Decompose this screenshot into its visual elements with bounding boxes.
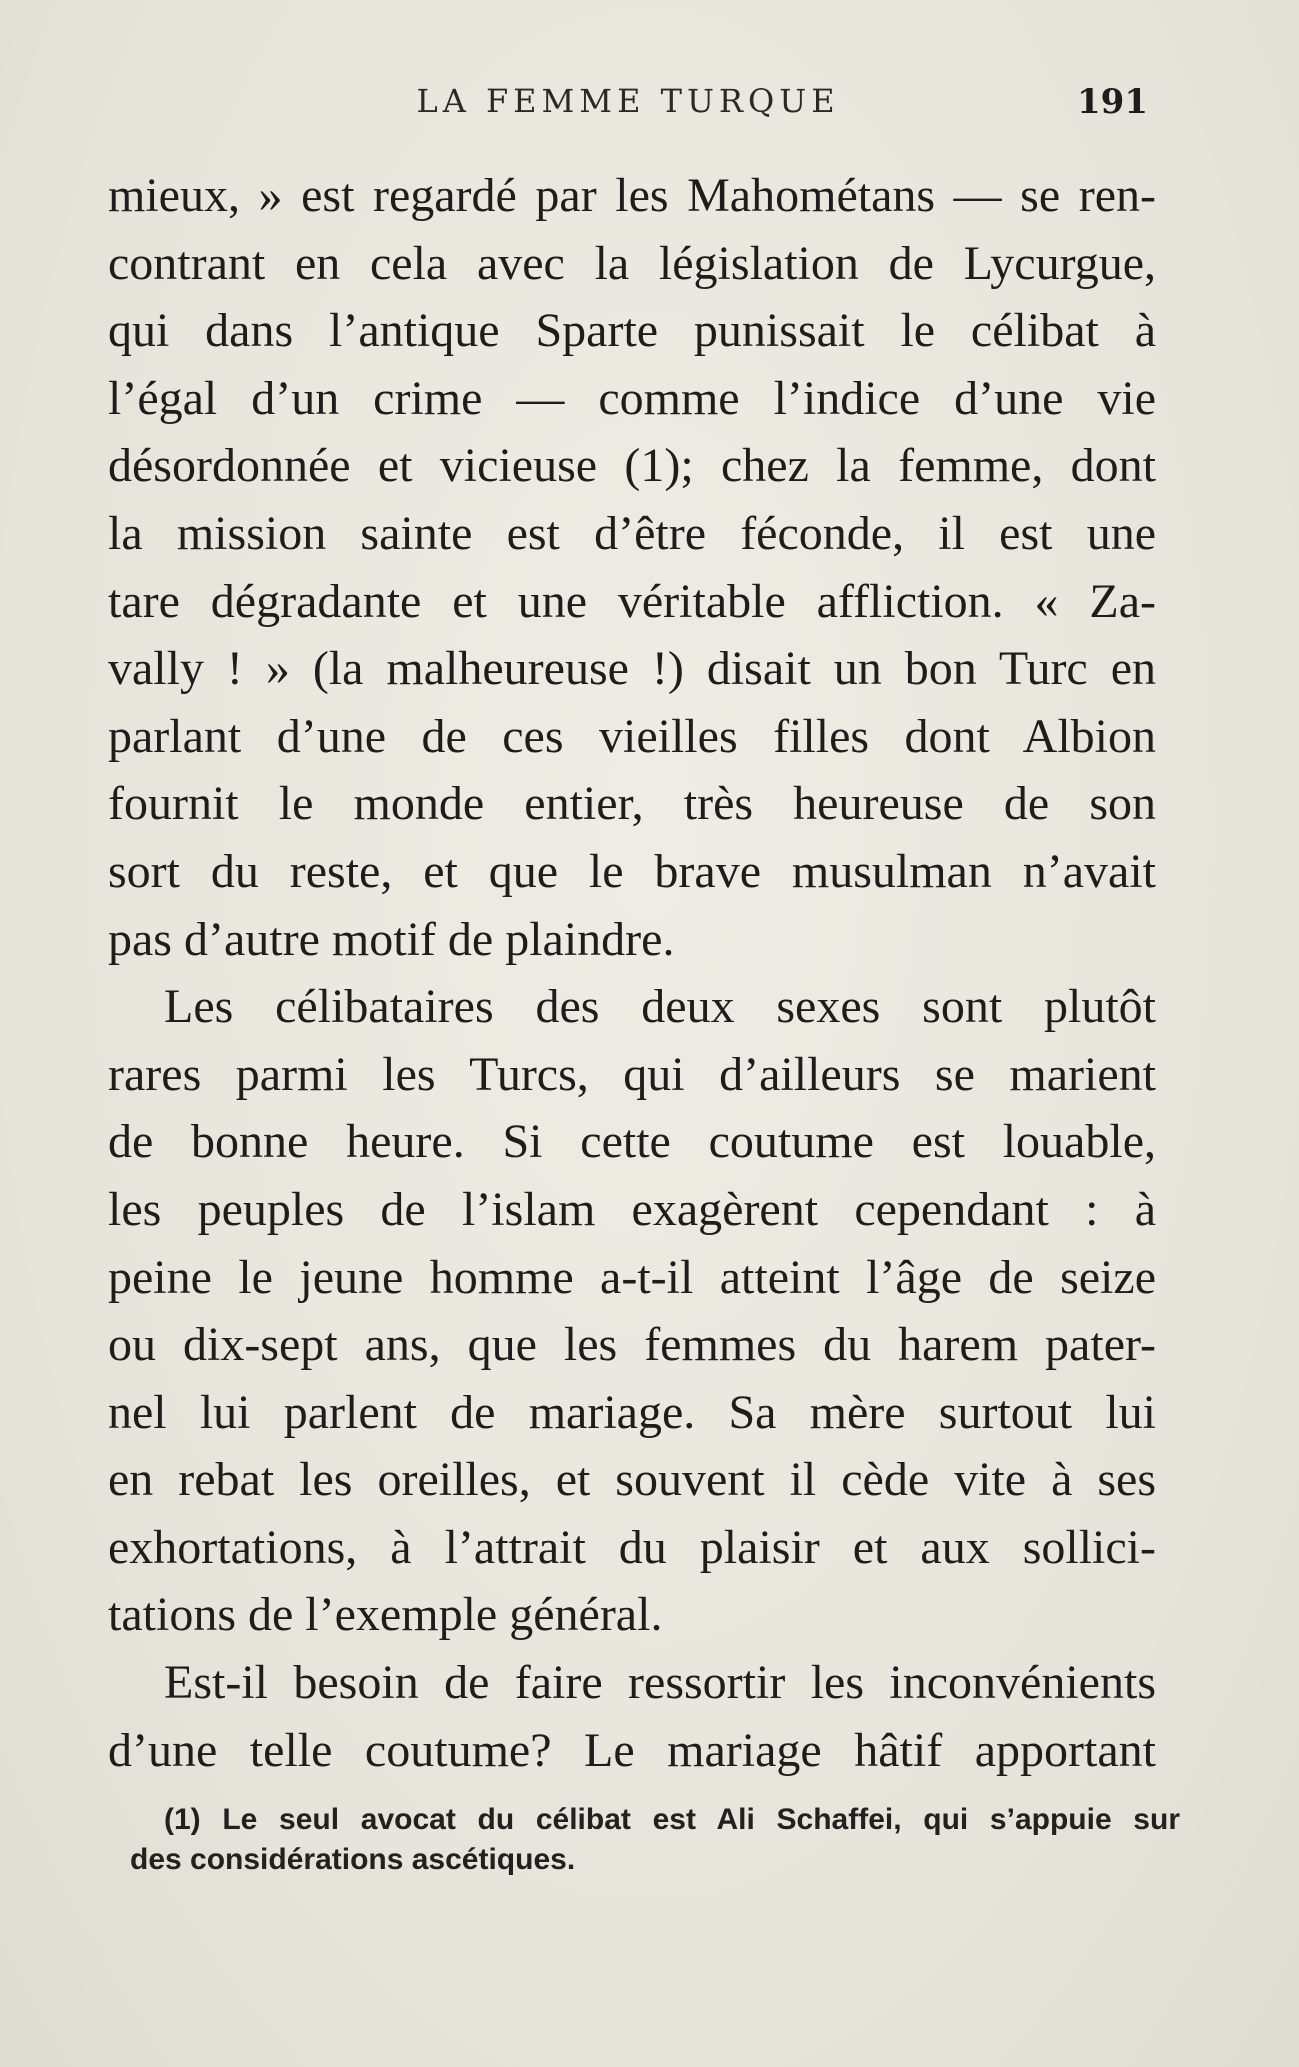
- text-line: les peuples de l’islam exagèrent cependant : à: [108, 1182, 1156, 1236]
- text-line: Est-il besoin de faire ressortir les inconvénients: [164, 1656, 1156, 1710]
- text-line: la mission sainte est d’être féconde, il est une: [108, 506, 1156, 560]
- text-line: nel lui parlent de mariage. Sa mère surtout lui: [108, 1385, 1156, 1439]
- text-line: exhortations, à l’attrait du plaisir et aux sollici-: [108, 1520, 1156, 1574]
- body-text: [108, 162, 1156, 1784]
- text-line: contrant en cela avec la législation de Lycurgue,: [108, 236, 1156, 290]
- text-line: pas d’autre motif de plaindre.: [108, 912, 675, 966]
- text-line: fournit le monde entier, très heureuse de son: [108, 777, 1156, 831]
- running-title: LA FEMME TURQUE: [416, 82, 840, 120]
- footnote-line: (1) Le seul avocat du célibat est Ali Schaffei, qui s’appuie sur: [164, 1803, 1180, 1836]
- text-line: parlant d’une de ces vieilles filles dont Albion: [108, 709, 1156, 763]
- text-line: rares parmi les Turcs, qui d’ailleurs se marient: [108, 1047, 1156, 1101]
- page-number: 191: [1077, 82, 1148, 122]
- text-line: d’une telle coutume? Le mariage hâtif apportant: [108, 1723, 1156, 1777]
- text-line: Les célibataires des deux sexes sont plutôt: [164, 980, 1156, 1034]
- text-line: de bonne heure. Si cette coutume est louable,: [108, 1115, 1156, 1169]
- text-line: ou dix-sept ans, que les femmes du harem pater-: [108, 1318, 1156, 1372]
- text-line: mieux, » est regardé par les Mahométans — se ren-: [108, 169, 1156, 222]
- text-line: en rebat les oreilles, et souvent il cède vite à ses: [108, 1453, 1156, 1507]
- text-line: tare dégradante et une véritable affliction. « Za-: [108, 574, 1156, 628]
- text-line: peine le jeune homme a-t-il atteint l’âge de seize: [108, 1250, 1156, 1304]
- footnote: [130, 1800, 1180, 1880]
- page-header: [108, 82, 1148, 132]
- text-line: l’égal d’un crime — comme l’indice d’une vie: [108, 371, 1156, 425]
- text-line: tations de l’exemple général.: [108, 1588, 663, 1642]
- text-line: désordonnée et vicieuse (1); chez la femme, dont: [108, 439, 1156, 493]
- text-line: vally ! » (la malheureuse !) disait un bon Turc en: [108, 642, 1156, 696]
- text-line: qui dans l’antique Sparte punissait le célibat à: [108, 304, 1156, 358]
- footnote-line: des considérations ascétiques.: [130, 1843, 576, 1876]
- text-line: sort du reste, et que le brave musulman n’avait: [108, 844, 1156, 898]
